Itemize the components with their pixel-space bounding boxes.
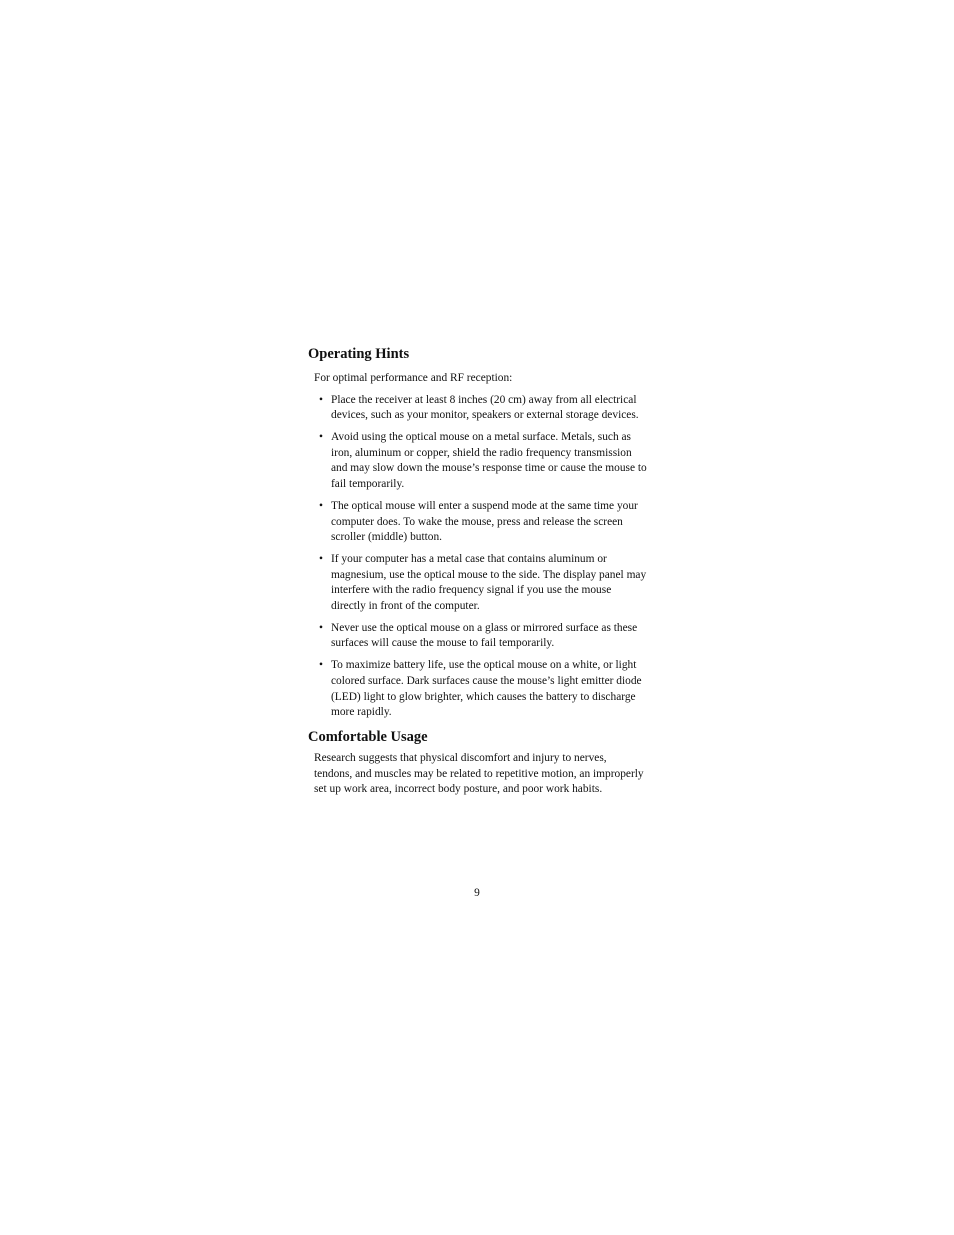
bullet-icon: • — [319, 621, 323, 634]
list-item-text: Place the receiver at least 8 inches (20 cm) away from all electrical devices, such as your monitor, speakers or external storage devices. — [331, 393, 639, 422]
bullet-icon: • — [319, 659, 323, 672]
comfortable-usage-heading: Comfortable Usage — [308, 729, 428, 746]
bullet-icon: • — [319, 553, 323, 566]
list-item — [308, 430, 648, 492]
operating-hints-list — [308, 393, 648, 721]
list-item — [308, 393, 648, 424]
list-item — [308, 621, 648, 652]
bullet-icon: • — [319, 393, 323, 406]
operating-hints-heading: Operating Hints — [308, 346, 410, 362]
list-item — [308, 499, 648, 546]
page-number: 9 — [474, 887, 480, 899]
bullet-icon: • — [319, 431, 323, 444]
list-item-text: The optical mouse will enter a suspend mode at the same time your computer does. To wake the mouse, press and release the screen scroller (middle) button. — [331, 499, 638, 544]
list-item-text: If your computer has a metal case that contains aluminum or magnesium, use the optical mouse to the side. The display panel may interfere with the radio frequency signal if you use the mouse directly in front of the computer. — [331, 553, 647, 612]
list-item-text: To maximize battery life, use the optical mouse on a white, or light colored surface. Dark surfaces cause the mouse’s light emitter diode (LED) light to glow brighter, which causes the battery to discharge more rapidly. — [331, 659, 642, 719]
page-content — [308, 344, 648, 798]
comfortable-usage-paragraph: Research suggests that physical discomfort and injury to nerves, tendons, and muscles may be related to repetitive motion, an improperly set up work area, incorrect body posture, and poor work habits. — [314, 752, 644, 796]
list-item-text: Avoid using the optical mouse on a metal surface. Metals, such as iron, aluminum or copper, shield the radio frequency transmission and may slow down the mouse’s response time or cause the mouse to fail temporarily. — [331, 431, 647, 490]
bullet-icon: • — [319, 499, 323, 512]
list-item-text: Never use the optical mouse on a glass or mirrored surface as these surfaces will cause the mouse to fail temporarily. — [331, 621, 638, 650]
list-item — [308, 658, 648, 720]
operating-hints-intro: For optimal performance and RF reception: — [314, 372, 513, 384]
list-item — [308, 552, 648, 614]
